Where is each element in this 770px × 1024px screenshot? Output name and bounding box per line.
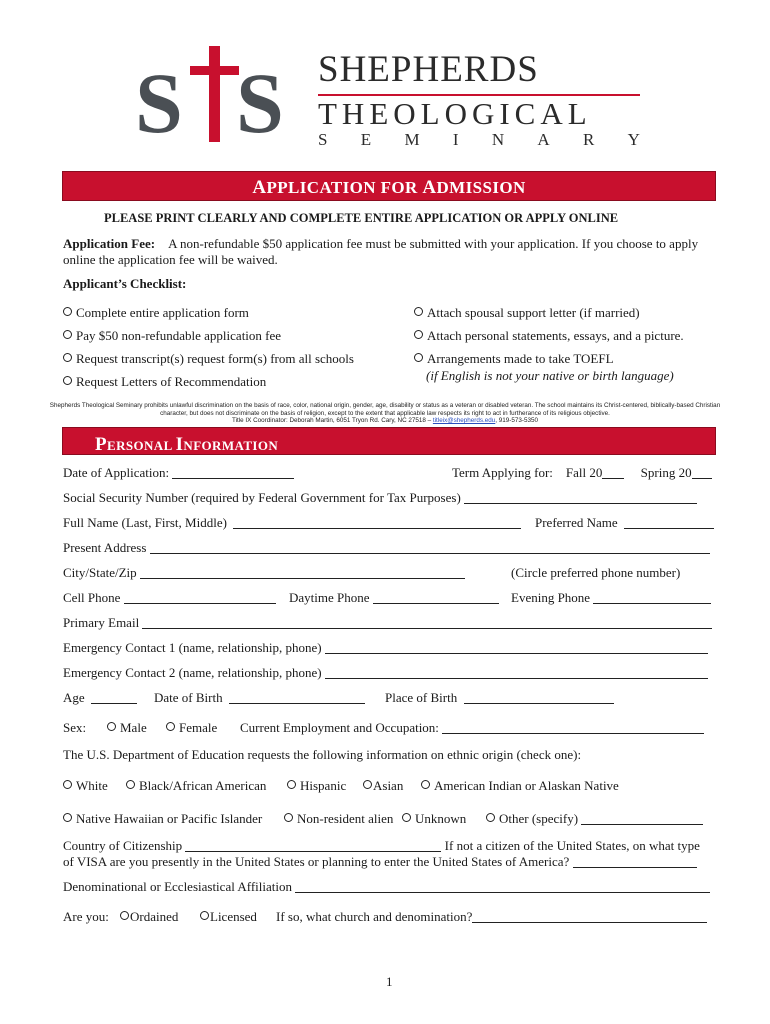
church-input[interactable] <box>472 911 707 923</box>
checklist-item[interactable]: Pay $50 non-refundable application fee <box>63 328 281 344</box>
sex-label: Sex: <box>63 720 87 735</box>
radio-circle-icon[interactable] <box>63 376 72 385</box>
ethnic-asian-option[interactable]: Asian <box>363 778 403 794</box>
are-you-label: Are you: <box>63 909 109 924</box>
emergency-contact-2-input[interactable] <box>325 667 708 679</box>
denominational-field: Denominational or Ecclesiastical Affiliation <box>63 879 710 895</box>
ethnic-unknown-option[interactable]: Unknown <box>402 811 466 827</box>
full-name-field: Full Name (Last, First, Middle) <box>63 515 521 531</box>
licensed-option[interactable]: Licensed <box>200 909 257 925</box>
radio-circle-icon[interactable] <box>63 330 72 339</box>
age-field: Age <box>63 690 137 706</box>
checklist-item[interactable]: Request transcript(s) request form(s) from all schools <box>63 351 354 367</box>
checklist-item[interactable]: Attach personal statements, essays, and a picture. <box>414 328 684 344</box>
checklist-item[interactable]: Complete entire application form <box>63 305 249 321</box>
radio-circle-icon[interactable] <box>414 330 423 339</box>
ethnic-black-option[interactable]: Black/African American <box>126 778 266 794</box>
city-state-zip-field: City/State/Zip <box>63 565 465 581</box>
ethnic-american-indian-option[interactable]: American Indian or Alaskan Native <box>421 778 619 794</box>
emergency-contact-2-field: Emergency Contact 2 (name, relationship, phone) <box>63 665 708 681</box>
visa-input[interactable] <box>573 856 697 868</box>
full-name-input[interactable] <box>233 517 521 529</box>
radio-circle-icon[interactable] <box>63 307 72 316</box>
personal-info-banner <box>62 427 716 455</box>
logo-seminary-text: S E M I N A R Y <box>318 130 640 149</box>
sex-female-option[interactable]: Female <box>166 720 217 736</box>
present-address-field: Present Address <box>63 540 710 556</box>
primary-email-input[interactable] <box>142 617 712 629</box>
ethnic-other-option[interactable]: Other (specify) <box>486 811 703 827</box>
cell-phone-field: Cell Phone <box>63 590 276 606</box>
radio-circle-icon[interactable] <box>63 813 72 822</box>
sex-male-option[interactable]: Male <box>107 720 147 736</box>
logo-shepherds-text: SHEPHERDS <box>318 49 539 90</box>
daytime-phone-field: Daytime Phone <box>289 590 499 606</box>
radio-circle-icon[interactable] <box>414 353 423 362</box>
employment-input[interactable] <box>442 722 704 734</box>
application-title-banner <box>62 171 716 201</box>
radio-circle-icon[interactable] <box>363 780 372 789</box>
ethnic-hispanic-option[interactable]: Hispanic <box>287 778 346 794</box>
toefl-note: (if English is not your native or birth language) <box>426 368 674 383</box>
place-of-birth-field: Place of Birth <box>385 690 614 706</box>
cell-phone-input[interactable] <box>124 592 276 604</box>
citizenship-field: Country of Citizenship If not a citizen of the United States, on what type <box>63 838 700 853</box>
fee-label: Application Fee: <box>63 236 156 251</box>
ethnic-other-input[interactable] <box>581 813 703 825</box>
city-state-zip-input[interactable] <box>140 567 465 579</box>
ordained-option[interactable]: Ordained <box>120 909 178 925</box>
emergency-contact-1-field: Emergency Contact 1 (name, relationship, phone) <box>63 640 708 656</box>
ethnic-origin-intro: The U.S. Department of Education requests the following information on ethnic origin (check one): <box>63 747 582 762</box>
radio-circle-icon[interactable] <box>63 780 72 789</box>
dob-field: Date of Birth <box>154 690 365 706</box>
spring-year-input[interactable] <box>692 467 712 479</box>
radio-circle-icon[interactable] <box>421 780 430 789</box>
radio-circle-icon[interactable] <box>120 911 129 920</box>
ssn-input[interactable] <box>464 492 697 504</box>
employment-field: Current Employment and Occupation: <box>240 720 704 736</box>
present-address-input[interactable] <box>150 542 710 554</box>
circle-phone-note: (Circle preferred phone number) <box>511 565 681 580</box>
dob-input[interactable] <box>229 692 365 704</box>
ethnic-native-hawaiian-option[interactable]: Native Hawaiian or Pacific Islander <box>63 811 262 827</box>
radio-circle-icon[interactable] <box>126 780 135 789</box>
ethnic-white-option[interactable]: White <box>63 778 108 794</box>
church-field: If so, what church and denomination? <box>276 909 707 925</box>
evening-phone-field: Evening Phone <box>511 590 711 606</box>
date-of-application-input[interactable] <box>172 467 294 479</box>
page-number: 1 <box>386 974 393 989</box>
preferred-name-input[interactable] <box>624 517 714 529</box>
evening-phone-input[interactable] <box>593 592 711 604</box>
radio-circle-icon[interactable] <box>107 722 116 731</box>
logo-theological-text: THEOLOGICAL <box>318 96 592 131</box>
ssn-field: Social Security Number (required by Federal Government for Tax Purposes) <box>63 490 697 506</box>
print-instructions: PLEASE PRINT CLEARLY AND COMPLETE ENTIRE APPLICATION OR APPLY ONLINE <box>104 211 619 225</box>
ethnic-nonresident-option[interactable]: Non-resident alien <box>284 811 393 827</box>
svg-text:S: S <box>236 55 284 144</box>
checklist-item[interactable]: Attach spousal support letter (if married) <box>414 305 640 321</box>
radio-circle-icon[interactable] <box>414 307 423 316</box>
application-fee-paragraph <box>63 236 703 268</box>
sts-monogram-icon <box>135 44 305 144</box>
denominational-input[interactable] <box>295 881 710 893</box>
checklist-item[interactable]: Arrangements made to take TOEFL <box>414 351 614 367</box>
radio-circle-icon[interactable] <box>486 813 495 822</box>
radio-circle-icon[interactable] <box>63 353 72 362</box>
nondiscrimination-notice: Shepherds Theological Seminary prohibits unlawful discrimination on the basis of race, color, national origin, gender, age, disability or status as a veteran or disabled veteran. The school maintains its Christ-centered, biblically-based Christian character, but does not discriminate on the basis of religion, except to the extent that applicable law respects its right to act in furtherance of its religious objective. Title IX Coordinator: Deborah Martin, 6051 Tryon Rd. Cary, NC 27518 – titleix@shepherds.edu, 919-573-5350 <box>49 402 721 425</box>
primary-email-field: Primary Email <box>63 615 712 631</box>
radio-circle-icon[interactable] <box>200 911 209 920</box>
citizenship-input[interactable] <box>185 840 441 852</box>
place-of-birth-input[interactable] <box>464 692 614 704</box>
age-input[interactable] <box>91 692 137 704</box>
term-applying-field: Term Applying for: Fall 20 Spring 20 <box>452 465 712 481</box>
checklist-item[interactable]: Request Letters of Recommendation <box>63 374 266 390</box>
checklist-title: Applicant’s Checklist: <box>63 276 187 291</box>
emergency-contact-1-input[interactable] <box>325 642 708 654</box>
radio-circle-icon[interactable] <box>402 813 411 822</box>
radio-circle-icon[interactable] <box>287 780 296 789</box>
svg-text:S: S <box>135 55 183 144</box>
radio-circle-icon[interactable] <box>284 813 293 822</box>
visa-field: of VISA are you presently in the United States or planning to enter the United States of America? <box>63 854 697 870</box>
fall-year-input[interactable] <box>602 467 624 479</box>
personal-info-title: PERSONAL INFORMATION <box>95 434 279 455</box>
preferred-name-field: Preferred Name <box>535 515 714 531</box>
titleix-email-link[interactable]: titleix@shepherds.edu <box>432 417 496 425</box>
daytime-phone-input[interactable] <box>373 592 499 604</box>
radio-circle-icon[interactable] <box>166 722 175 731</box>
date-of-application-field: Date of Application: <box>63 465 294 481</box>
application-title: APPLICATION FOR ADMISSION <box>252 177 526 198</box>
fee-text: A non-refundable $50 application fee must be submitted with your application. If you choose to apply online the application fee will be waived. <box>63 236 699 267</box>
